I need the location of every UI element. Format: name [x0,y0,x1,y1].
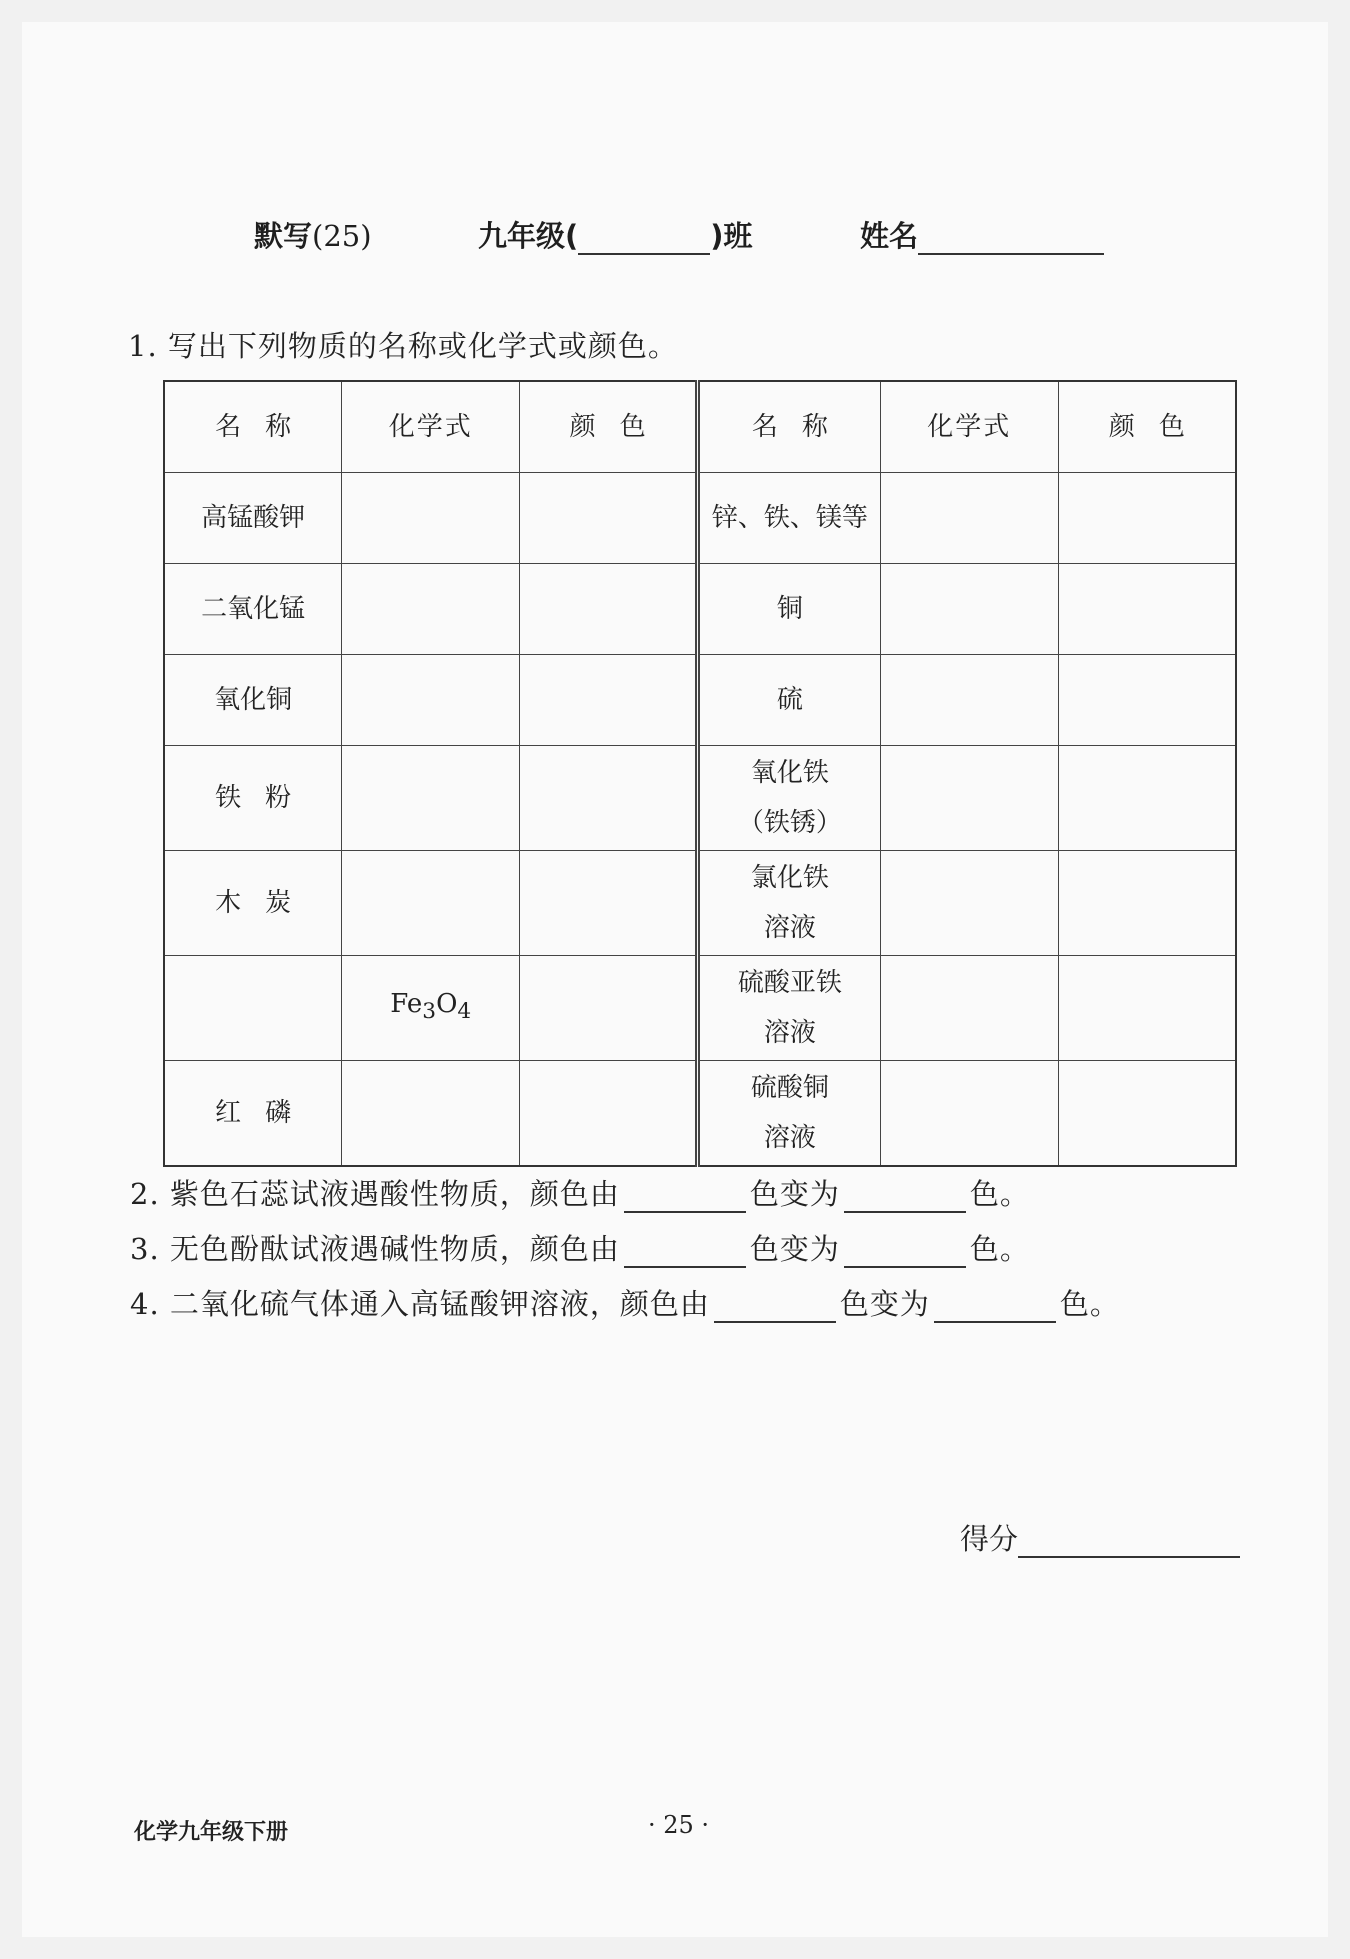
cell-name-left: 二氧化锰 [164,564,342,655]
title-text: 默写 [254,219,313,253]
class-suffix: )班 [710,219,753,253]
formula-fe: Fe [390,988,423,1019]
name-blank[interactable] [918,219,1104,255]
question-2-suffix: 色。 [969,1177,1030,1211]
name-line-1: 氧化铁 [750,758,829,788]
question-2-blank-1[interactable] [624,1181,746,1213]
cell-color-right[interactable] [1058,956,1236,1061]
cell-color-left[interactable] [520,1061,698,1167]
cell-name-right [697,956,880,1061]
cell-name-left: 高锰酸钾 [164,473,342,564]
cell-formula-left[interactable] [342,851,520,956]
cell-color-left[interactable] [520,655,698,746]
dictation-title [254,214,372,255]
cell-formula-left[interactable] [342,746,520,851]
cell-color-right[interactable] [1058,851,1236,956]
question-4-blank-1[interactable] [714,1291,836,1323]
header-formula-right [880,381,1058,473]
table-header-row [164,381,1236,473]
name-line-2: 溶液 [763,1018,816,1048]
header-text: 化学式 [388,412,473,442]
cell-formula-right[interactable] [880,564,1058,655]
table-row [164,655,1236,746]
question-2-middle: 色变为 [749,1177,840,1211]
header-name-left [164,381,342,473]
header-text: 化学式 [927,412,1012,442]
cell-formula-right[interactable] [880,746,1058,851]
worksheet-page [22,22,1328,1937]
cell-name-right [697,1061,880,1167]
table-row [164,473,1236,564]
cell-color-right[interactable] [1058,746,1236,851]
header-text: 名称 [751,412,852,442]
cell-color-left[interactable] [520,956,698,1061]
question-3-blank-1[interactable] [624,1236,746,1268]
table-row [164,564,1236,655]
cell-name-right: 硫 [697,655,880,746]
cell-name-right [697,746,880,851]
cell-name-right [697,851,880,956]
score-field [960,1517,1240,1558]
question-4-middle: 色变为 [839,1287,930,1321]
cell-formula-left[interactable] [342,655,520,746]
name-line-2: 溶液 [763,913,816,943]
header-formula-left [342,381,520,473]
cell-formula-right[interactable] [880,1061,1058,1167]
name-line-2: （铁锈） [737,808,842,838]
name-label: 姓名 [860,219,919,253]
name-text: 红磷 [215,1098,316,1128]
header-color-left [520,381,698,473]
cell-name-left[interactable] [164,956,342,1061]
question-4-blank-2[interactable] [934,1291,1056,1323]
question-1-text: 1. 写出下列物质的名称或化学式或颜色。 [128,329,678,363]
question-4-suffix: 色。 [1059,1287,1120,1321]
cell-formula-left[interactable] [342,473,520,564]
score-blank[interactable] [1018,1522,1240,1558]
question-3 [130,1227,1030,1268]
cell-formula-right[interactable] [880,851,1058,956]
score-label: 得分 [960,1522,1019,1556]
class-field [478,214,753,255]
grade-label: 九年级( [478,219,579,253]
question-2-prefix: 2. 紫色石蕊试液遇酸性物质，颜色由 [130,1177,620,1211]
cell-formula-left[interactable] [342,564,520,655]
header-text: 名称 [215,412,316,442]
cell-name-left [164,851,342,956]
cell-formula-right[interactable] [880,655,1058,746]
cell-color-left[interactable] [520,564,698,655]
name-text: 铁粉 [215,783,316,813]
cell-formula-left[interactable] [342,1061,520,1167]
question-4-prefix: 4. 二氧化硫气体通入高锰酸钾溶液，颜色由 [130,1287,710,1321]
cell-name-right: 锌、铁、镁等 [697,473,880,564]
formula-sub-4: 4 [457,999,472,1025]
header-color-right [1058,381,1236,473]
header-name-right [697,381,880,473]
cell-name-left: 氧化铜 [164,655,342,746]
cell-color-right[interactable] [1058,564,1236,655]
worksheet-header [254,214,1134,264]
question-3-middle: 色变为 [749,1232,840,1266]
name-line-1: 硫酸亚铁 [737,968,842,998]
name-line-2: 溶液 [763,1123,816,1153]
header-text: 颜色 [1108,412,1209,442]
question-2 [130,1172,1030,1213]
substance-table [163,380,1237,1167]
table-row [164,851,1236,956]
cell-color-right[interactable] [1058,473,1236,564]
name-field [860,214,1104,255]
question-3-prefix: 3. 无色酚酞试液遇碱性物质，颜色由 [130,1232,620,1266]
table-row [164,746,1236,851]
table-row [164,1061,1236,1167]
formula-sub-3: 3 [422,999,437,1025]
question-3-blank-2[interactable] [844,1236,966,1268]
question-4 [130,1282,1120,1323]
cell-name-left [164,1061,342,1167]
class-blank[interactable] [578,223,710,255]
formula-o: O [436,988,458,1019]
question-2-blank-2[interactable] [844,1181,966,1213]
cell-formula-right[interactable] [880,473,1058,564]
name-line-1: 氯化铁 [750,863,829,893]
cell-color-left[interactable] [520,473,698,564]
cell-color-right[interactable] [1058,655,1236,746]
name-text: 木炭 [215,888,316,918]
table-row [164,956,1236,1061]
dictation-number: (25) [312,219,372,253]
cell-name-left [164,746,342,851]
question-3-suffix: 色。 [969,1232,1030,1266]
cell-color-left[interactable] [520,746,698,851]
cell-color-right[interactable] [1058,1061,1236,1167]
page-number: · 25 · [648,1811,710,1839]
header-text: 颜色 [569,412,670,442]
cell-color-left[interactable] [520,851,698,956]
cell-formula-right[interactable] [880,956,1058,1061]
book-title: 化学九年级下册 [134,1820,289,1845]
cell-formula-left [342,956,520,1061]
name-line-1: 硫酸铜 [750,1073,829,1103]
cell-name-right: 铜 [697,564,880,655]
